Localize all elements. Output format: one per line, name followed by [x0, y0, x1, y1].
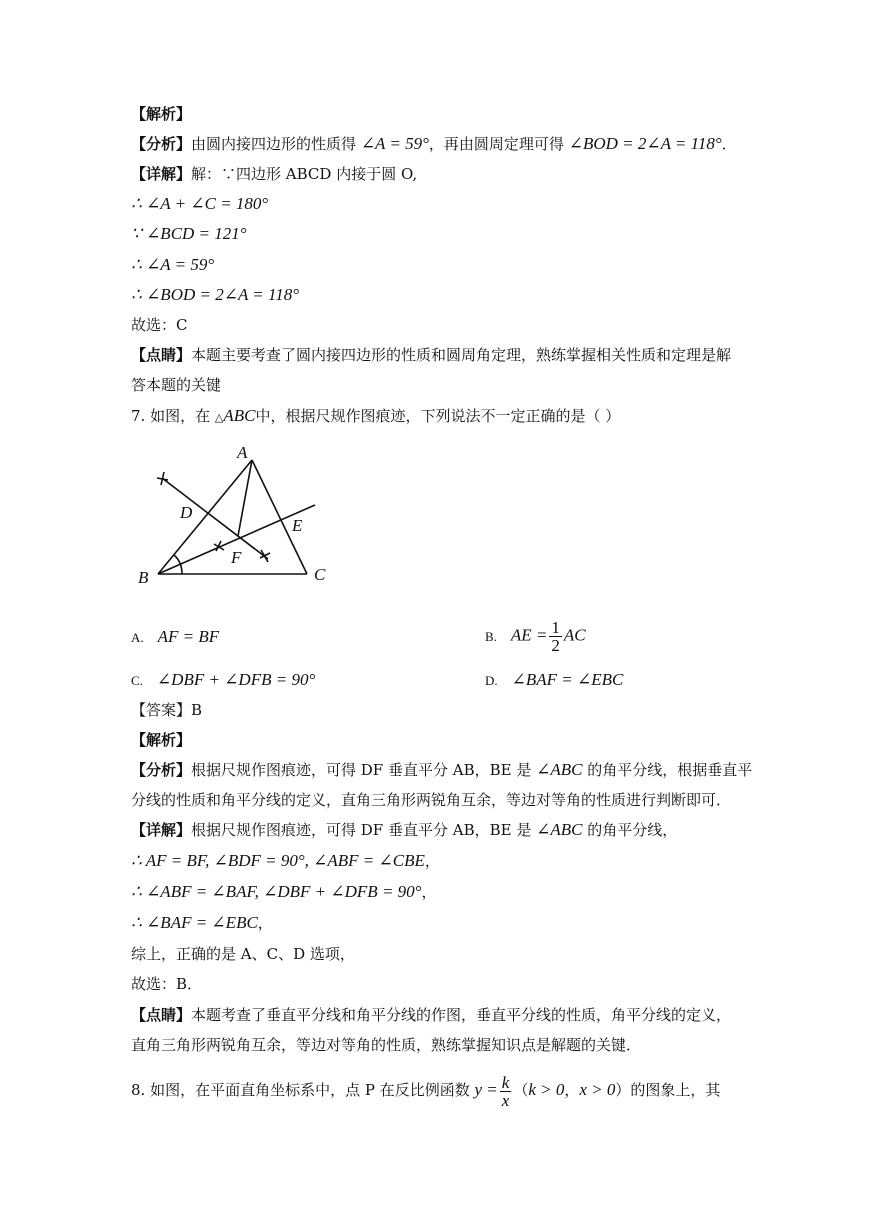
- q6-dianjing-line2: 答本题的关键: [131, 376, 222, 394]
- q7-choice: 故选：B．: [131, 975, 203, 993]
- q8-stem-pre: 8. 如图，在平面直角坐标系中，点 P 在反比例函数: [131, 1081, 470, 1099]
- q7-option-a: [131, 626, 219, 649]
- q6-fenxi-line: [131, 134, 737, 154]
- q7-fenxi-tag: 【分析】: [131, 761, 192, 779]
- q7-xiangjie-line: [131, 820, 677, 840]
- q7-option-c: [131, 669, 315, 692]
- q7-dianjing-tag: 【点睛】: [131, 1006, 192, 1024]
- q7-dianjing-line1: [131, 1005, 731, 1025]
- q7-step2-end: ，: [421, 883, 437, 901]
- arc-mark-2: [260, 550, 270, 562]
- q7-triangle-figure: [130, 440, 340, 590]
- q6-choice: 故选：C: [131, 316, 188, 334]
- q7-option-d: [485, 669, 623, 692]
- q7-option-c-text: ∠DBF + ∠DFB = 90°: [156, 670, 316, 689]
- q6-fenxi-text2: ，再由圆周定理可得: [428, 135, 564, 153]
- q7-xiangjie-text2: 的角平分线，: [587, 821, 678, 839]
- q7-xiangjie-tag: 【详解】: [131, 821, 192, 839]
- q7-summary: 综上，正确的是 A、C、D 选项，: [131, 945, 355, 963]
- q8-func-fraction: [500, 1074, 512, 1109]
- q8-cond2: x > 0: [579, 1080, 616, 1099]
- q7-option-b-pre: AE =: [510, 625, 548, 645]
- q8-stem: [131, 1070, 720, 1110]
- q7-dianjing-text1: 本题考查了垂直平分线和角平分线的作图，垂直平分线的性质，角平分线的定义，: [191, 1006, 732, 1024]
- q7-option-b: [485, 619, 586, 654]
- q7-fenxi-line2: 分线的性质和角平分线的定义，直角三角形两锐角互余，等边对等角的性质进行判断即可．: [131, 791, 732, 809]
- label-e: E: [292, 516, 303, 535]
- q7-step1-end: ，: [424, 852, 440, 870]
- q6-fenxi-tag: 【分析】: [131, 135, 192, 153]
- q6-xiangjie-line: [131, 164, 417, 184]
- q8-cond-open: （: [513, 1081, 529, 1099]
- q6-xiangjie-text: 解：∵四边形 ABCD 内接于圆 O,: [191, 165, 418, 183]
- q7-step1-math: ∴ AF = BF, ∠BDF = 90°, ∠ABF = ∠CBE: [131, 851, 425, 870]
- q6-fenxi-math1: ∠A = 59°: [360, 134, 429, 153]
- q8-stem-post: ）的图象上，其: [615, 1081, 721, 1099]
- q7-fenxi-text1: 根据尺规作图痕迹，可得 DF 垂直平分 AB，BE 是: [191, 761, 532, 779]
- q6-xiangjie-tag: 【详解】: [131, 165, 192, 183]
- q7-option-d-label: D.: [485, 673, 498, 688]
- label-b: B: [138, 568, 149, 587]
- q7-stem: [131, 406, 620, 428]
- label-a: A: [237, 443, 248, 462]
- segment-af: [238, 460, 252, 536]
- q6-step4: ∴ ∠BOD = 2∠A = 118°: [131, 285, 300, 304]
- q8-func-lhs: y =: [474, 1080, 498, 1099]
- q7-option-b-post: AC: [563, 625, 586, 645]
- q6-step2: ∵ ∠BCD = 121°: [131, 224, 247, 243]
- label-c: C: [314, 565, 326, 584]
- q7-step3-end: ，: [257, 914, 273, 932]
- q7-step3: [131, 913, 273, 933]
- q7-option-d-text: ∠BAF = ∠EBC: [511, 670, 624, 689]
- arc-mark-1: [157, 472, 168, 485]
- q7-jiexi-heading: 【解析】: [131, 731, 192, 749]
- q7-option-b-den: 2: [551, 636, 560, 655]
- q6-fenxi-text1: 由圆内接四边形的性质得: [191, 135, 357, 153]
- q6-step1: ∴ ∠A + ∠C = 180°: [131, 194, 269, 213]
- q7-step3-math: ∴ ∠BAF = ∠EBC: [131, 913, 258, 932]
- q6-dianjing-line1: [131, 345, 731, 365]
- q7-option-a-text: AF = BF: [157, 627, 220, 646]
- q7-option-b-num: 1: [551, 618, 560, 637]
- q8-func-den: x: [501, 1090, 510, 1110]
- q6-step3: ∴ ∠A = 59°: [131, 255, 215, 274]
- q7-stem-triangle-symbol: △: [214, 411, 224, 424]
- q7-answer: 【答案】B: [131, 701, 203, 719]
- q8-cond-sep: ，: [564, 1081, 580, 1099]
- q8-func-num: k: [501, 1072, 510, 1092]
- label-d: D: [180, 503, 193, 522]
- q7-stem-pre: 7. 如图，在: [131, 407, 211, 425]
- q7-fenxi-line1: [131, 760, 752, 780]
- q8-cond1: k > 0: [528, 1080, 565, 1099]
- q7-step1: [131, 851, 440, 871]
- q7-option-a-label: A.: [131, 630, 144, 645]
- q7-stem-abc: ABC: [223, 406, 256, 425]
- q6-dianjing-text1: 本题主要考查了圆内接四边形的性质和圆周角定理，熟练掌握相关性质和定理是解: [191, 346, 732, 364]
- q7-fenxi-math: ∠ABC: [536, 760, 583, 779]
- q7-step2: [131, 882, 436, 902]
- q7-dianjing-line2: 直角三角形两锐角互余，等边对等角的性质，熟练掌握知识点是解题的关键．: [131, 1036, 642, 1054]
- q7-option-b-fraction: [549, 619, 562, 654]
- q7-fenxi-text2: 的角平分线，根据垂直平: [587, 761, 753, 779]
- q7-xiangjie-text1: 根据尺规作图痕迹，可得 DF 垂直平分 AB，BE 是: [191, 821, 532, 839]
- q7-xiangjie-math: ∠ABC: [536, 820, 583, 839]
- label-f: F: [231, 548, 242, 567]
- q6-fenxi-math2: ∠BOD = 2∠A = 118°: [568, 134, 722, 153]
- q6-dianjing-tag: 【点睛】: [131, 346, 192, 364]
- q7-option-c-label: C.: [131, 673, 143, 688]
- q7-option-b-label: B.: [485, 628, 497, 644]
- q7-step2-math: ∴ ∠ABF = ∠BAF, ∠DBF + ∠DFB = 90°: [131, 882, 422, 901]
- q6-jiexi-heading: 【解析】: [131, 105, 192, 123]
- perpendicular-bisector-df: [162, 478, 268, 559]
- q7-stem-post: 中，根据尺规作图痕迹，下列说法不一定正确的是（ ）: [255, 407, 621, 425]
- q6-fenxi-end: ．: [721, 135, 737, 153]
